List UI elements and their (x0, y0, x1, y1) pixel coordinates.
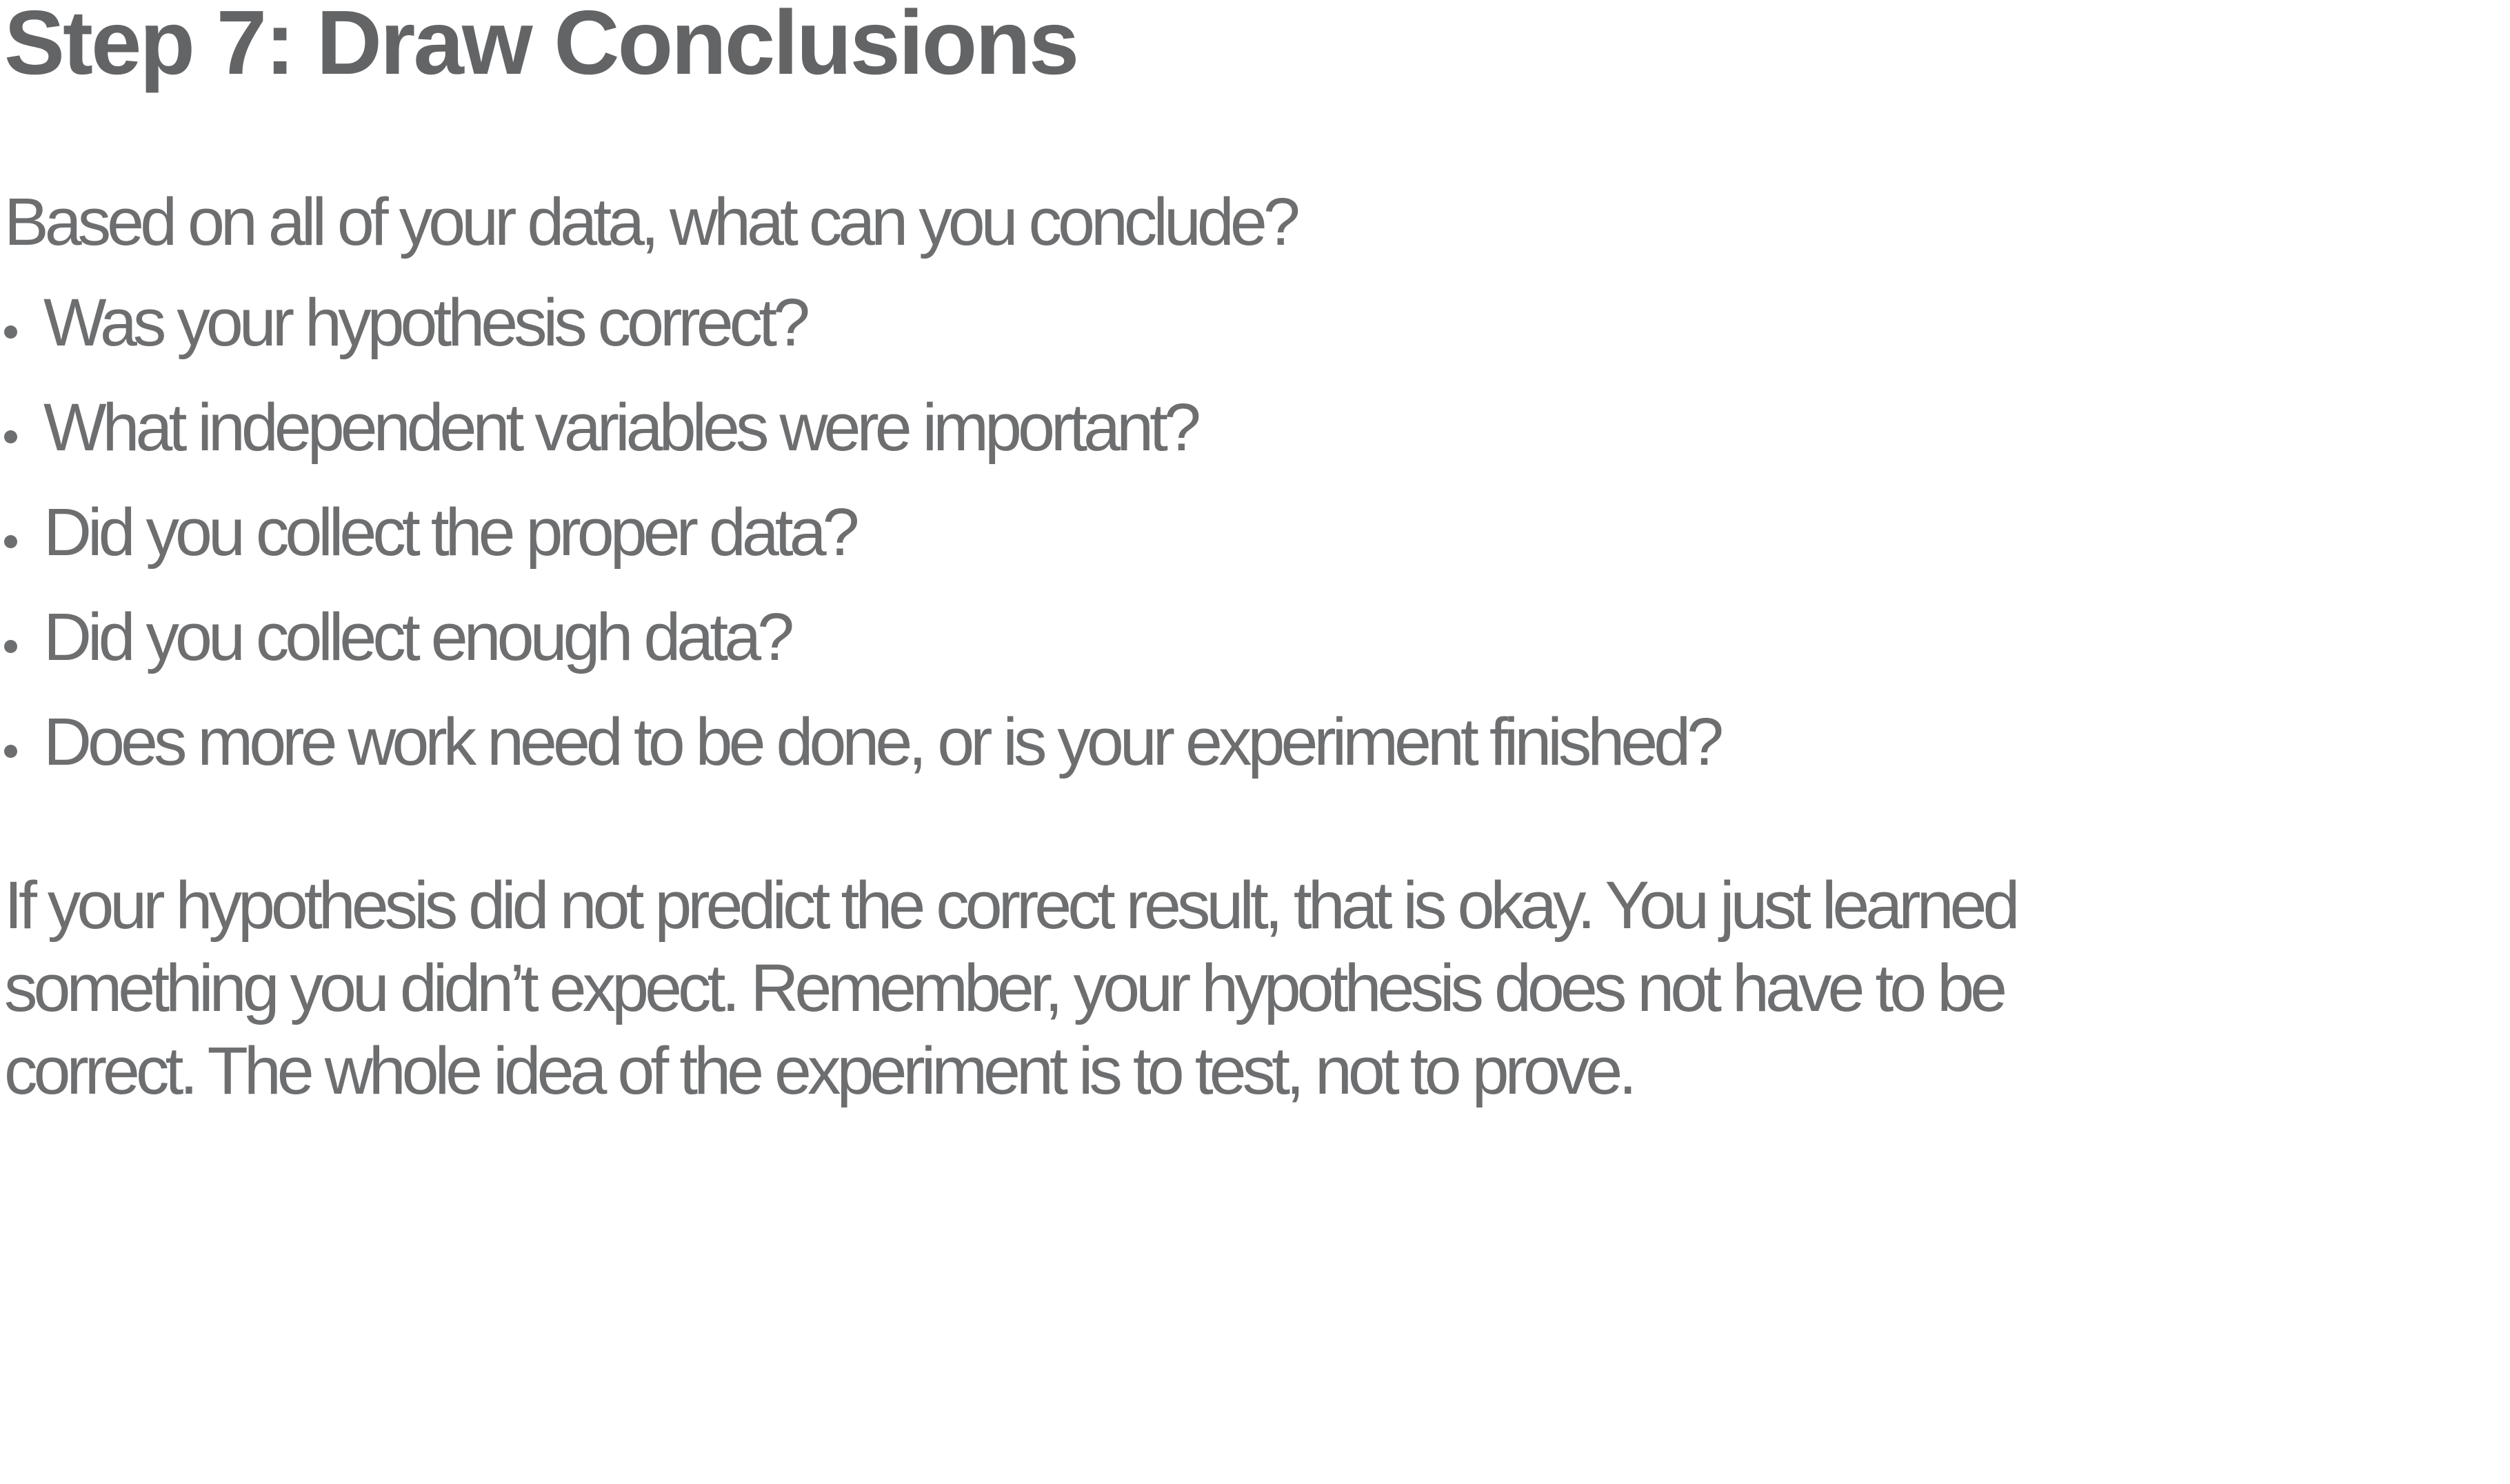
intro-paragraph: Based on all of your data, what can you conclude? (4, 183, 1296, 259)
bullet-icon (4, 430, 17, 443)
list-item (4, 386, 2510, 469)
question-list (4, 281, 2510, 783)
list-item-text: Was your hypothesis correct? (43, 284, 807, 360)
content-page (4, 0, 2510, 1112)
list-item (4, 596, 2510, 679)
conclusion-paragraph (4, 864, 2510, 1112)
list-item (4, 281, 2510, 364)
list-item (4, 491, 2510, 574)
bullet-icon (4, 745, 17, 758)
bullet-icon (4, 325, 17, 339)
list-item-text: Does more work need to be done, or is your experiment finished? (43, 703, 1720, 779)
page-title: Step 7: Draw Conclusions (4, 0, 1078, 93)
bullet-icon (4, 535, 17, 548)
conclusion-line: If your hypothesis did not predict the correct result, that is okay. You just learned (4, 867, 2016, 943)
list-item-text: Did you collect enough data? (43, 599, 791, 674)
conclusion-line: something you didn’t expect. Remember, your hypothesis does not have to be (4, 950, 2004, 1025)
list-item-text: What independent variables were important? (43, 389, 1197, 465)
list-item (4, 701, 2510, 783)
bullet-icon (4, 640, 17, 653)
list-item-text: Did you collect the proper data? (43, 494, 856, 570)
conclusion-line: correct. The whole idea of the experiment is to test, not to prove. (4, 1032, 1634, 1108)
